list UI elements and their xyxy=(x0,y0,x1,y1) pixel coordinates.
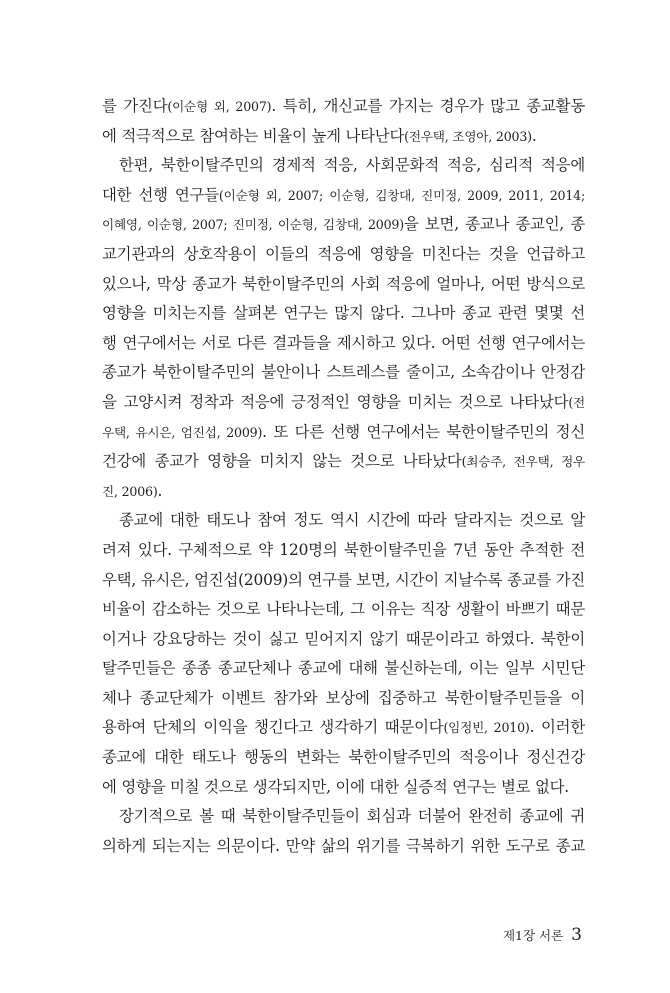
text-line: 종교가 북한이탈주민의 불안이나 스트레스를 줄이고, 소속감이나 안정감 xyxy=(102,363,585,382)
text-line: 대한 선행 연구들(이순형 외, 2007; 이순형, 김창대, 진미정, 2009, 2011, 2014; xyxy=(102,185,585,204)
citation: (전 xyxy=(568,394,585,410)
text-line: 에 적극적으로 참여하는 비율이 높게 나타난다(전우택, 조영아, 2003). xyxy=(102,126,537,145)
text-line: 장기적으로 볼 때 북한이탈주민들이 회심과 더불어 완전히 종교에 귀 xyxy=(119,807,585,826)
text-line: 우택, 유시은, 엄진섭, 2009). 또 다른 선행 연구에서는 북한이탈주민의 정신 xyxy=(102,422,585,441)
page-number: 3 xyxy=(571,925,582,945)
text-line: 체나 종교단체가 이벤트 참가와 보상에 집중하고 북한이탈주민들을 이 xyxy=(102,688,585,707)
text-line: 의하게 되는지는 의문이다. 만약 삶의 위기를 극복하기 위한 도구로 종교 xyxy=(102,836,585,855)
text-line: 있으나, 막상 종교가 북한이탈주민의 사회 적응에 얼마나, 어떤 방식으로 xyxy=(102,274,585,293)
text-line: 한편, 북한이탈주민의 경제적 적응, 사회문화적 적응, 심리적 적응에 xyxy=(119,156,585,175)
paragraph-3 xyxy=(102,506,585,802)
text-line: 를 가진다(이순형 외, 2007). 특히, 개신교를 가지는 경우가 많고 종교활동 xyxy=(102,97,585,115)
text-line: 려져 있다. 구체적으로 약 120명의 북한이탈주민을 7년 동안 추적한 전 xyxy=(102,540,585,559)
paragraph-2 xyxy=(102,151,585,506)
citation: 이혜영, 이순형, 2007; 진미정, 이순형, 김창대, 2009) xyxy=(102,217,404,233)
citation: (임정빈, 2010) xyxy=(443,720,530,736)
text-line: 교기관과의 상호작용이 이들의 적응에 영향을 미친다는 것을 언급하고 xyxy=(102,244,585,263)
page-body xyxy=(102,92,585,861)
text-line: 우택, 유시은, 엄진섭(2009)의 연구를 보면, 시간이 지날수록 종교를 가진 xyxy=(102,570,585,589)
citation: (최승주, 전우택, 정우 xyxy=(461,454,586,470)
text-line: 에 영향을 미칠 것으로 생각되지만, 이에 대한 실증적 연구는 별로 없다. xyxy=(102,777,569,796)
text-line: 건강에 종교가 영향을 미치지 않는 것으로 나타났다(최승주, 전우택, 정우 xyxy=(102,452,586,471)
text-line: 용하여 단체의 이익을 챙긴다고 생각하기 때문이다(임정빈, 2010). 이러한 xyxy=(102,718,585,737)
page-footer xyxy=(503,926,582,945)
citation: 진, 2006) xyxy=(102,483,158,499)
text-line: 이혜영, 이순형, 2007; 진미정, 이순형, 김창대, 2009)을 보면, 종교나 종교인, 종 xyxy=(102,215,586,234)
text-line: 비율이 감소하는 것으로 나타나는데, 그 이유는 직장 생활이 바쁘기 때문 xyxy=(102,600,585,619)
text-line: 종교에 대한 태도나 참여 정도 역시 시간에 따라 달라지는 것으로 알 xyxy=(119,511,585,530)
text-line: 종교에 대한 태도나 행동의 변화는 북한이탈주민의 적응이나 정신건강 xyxy=(102,748,585,767)
text-line: 영향을 미치는지를 살펴본 연구는 많지 않다. 그나마 종교 관련 몇몇 선 xyxy=(102,304,585,323)
citation: (이순형 외, 2007; 이순형, 김창대, 진미정, 2009, 2011, 2014; xyxy=(218,187,585,203)
text-line: 진, 2006). xyxy=(102,481,163,500)
text-line: 이거나 강요당하는 것이 싫고 믿어지지 않기 때문이라고 하였다. 북한이 xyxy=(102,629,585,648)
citation: (전우택, 조영아, 2003) xyxy=(404,128,532,144)
text-line: 행 연구에서는 서로 다른 결과들을 제시하고 있다. 어떤 선행 연구에서는 xyxy=(102,333,585,352)
text-line: 탈주민들은 종종 종교단체나 종교에 대해 불신하는데, 이는 일부 시민단 xyxy=(102,659,585,678)
citation: 우택, 유시은, 엄진섭, 2009) xyxy=(102,424,263,440)
text-line: 을 고양시켜 정착과 적응에 긍정적인 영향을 미치는 것으로 나타났다(전 xyxy=(102,392,585,411)
chapter-label: 제1장 서론 xyxy=(502,928,564,943)
paragraph-1 xyxy=(102,92,585,151)
citation: (이순형 외, 2007) xyxy=(167,99,272,114)
paragraph-4 xyxy=(102,802,585,861)
